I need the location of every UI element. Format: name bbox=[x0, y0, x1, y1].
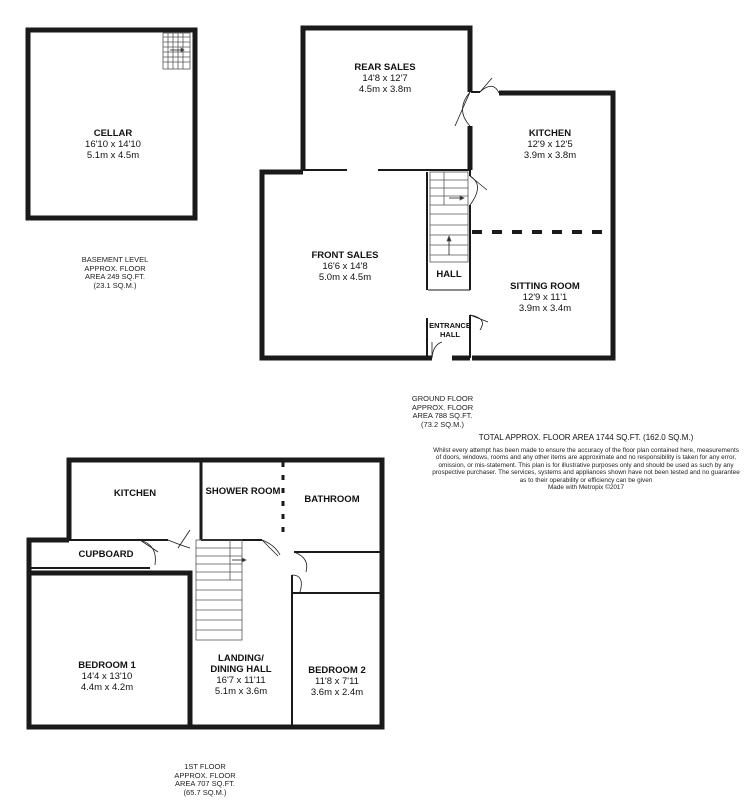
ground-stairs bbox=[430, 172, 468, 262]
floor-area-ground: GROUND FLOOR APPROX. FLOOR AREA 788 SQ.FT. (73.2 SQ.M.) bbox=[411, 394, 474, 429]
room-label-sitting-room: SITTING ROOM 12'9 x 11'1 3.9m x 3.4m bbox=[510, 281, 580, 314]
room-label-entrance-hall: ENTRANCE HALL bbox=[429, 321, 471, 339]
room-label-kitchen-first: KITCHEN bbox=[113, 488, 157, 499]
room-label-bathroom: BATHROOM bbox=[304, 494, 360, 505]
floor-area-first: 1ST FLOOR APPROX. FLOOR AREA 707 SQ.FT. (65.7 SQ.M.) bbox=[174, 762, 236, 797]
disclaimer: Whilst every attempt has been made to ensure the accuracy of the floor plan contained here, measurements of doors, windows, rooms and any other items are approximate and no responsibility is taken for any error, omission, or mis-statement. This plan is for illustrative purposes only and should be used as such by any prospective purchaser. The services, systems and appliances shown have not been tested and no guarantee as to their operability or efficiency can be given Made with Metropix ©2017 bbox=[432, 447, 740, 492]
floor-area-basement: BASEMENT LEVEL APPROX. FLOOR AREA 249 SQ.FT. (23.1 SQ.M.) bbox=[81, 255, 149, 290]
rear-sales-walls bbox=[303, 28, 470, 170]
cellar-walls bbox=[28, 30, 195, 218]
room-label-cellar: CELLAR 16'10 x 14'10 5.1m x 4.5m bbox=[85, 128, 141, 161]
bedroom1-walls bbox=[29, 573, 190, 727]
room-label-front-sales: FRONT SALES 16'6 x 14'8 5.0m x 4.5m bbox=[311, 250, 379, 283]
room-label-shower-room: SHOWER ROOM bbox=[205, 486, 281, 497]
basement-floor bbox=[28, 30, 195, 218]
room-label-hall: HALL bbox=[436, 269, 462, 280]
room-label-bedroom2: BEDROOM 2 11'8 x 7'11 3.6m x 2.4m bbox=[308, 665, 366, 698]
room-label-cupboard: CUPBOARD bbox=[78, 549, 134, 560]
room-label-landing: LANDING/ DINING HALL 16'7 x 11'11 5.1m x 3.6m bbox=[210, 653, 272, 697]
room-label-rear-sales: REAR SALES 14'8 x 12'7 4.5m x 3.8m bbox=[354, 62, 416, 95]
cellar-stairs bbox=[163, 33, 190, 69]
first-floor-stairs bbox=[196, 540, 246, 640]
total-floor-area: TOTAL APPROX. FLOOR AREA 1744 SQ.FT. (162.0 SQ.M.) bbox=[478, 433, 694, 442]
room-label-kitchen-ground: KITCHEN 12'9 x 12'5 3.9m x 3.8m bbox=[523, 128, 577, 161]
room-label-bedroom1: BEDROOM 1 14'4 x 13'10 4.4m x 4.2m bbox=[78, 660, 136, 693]
